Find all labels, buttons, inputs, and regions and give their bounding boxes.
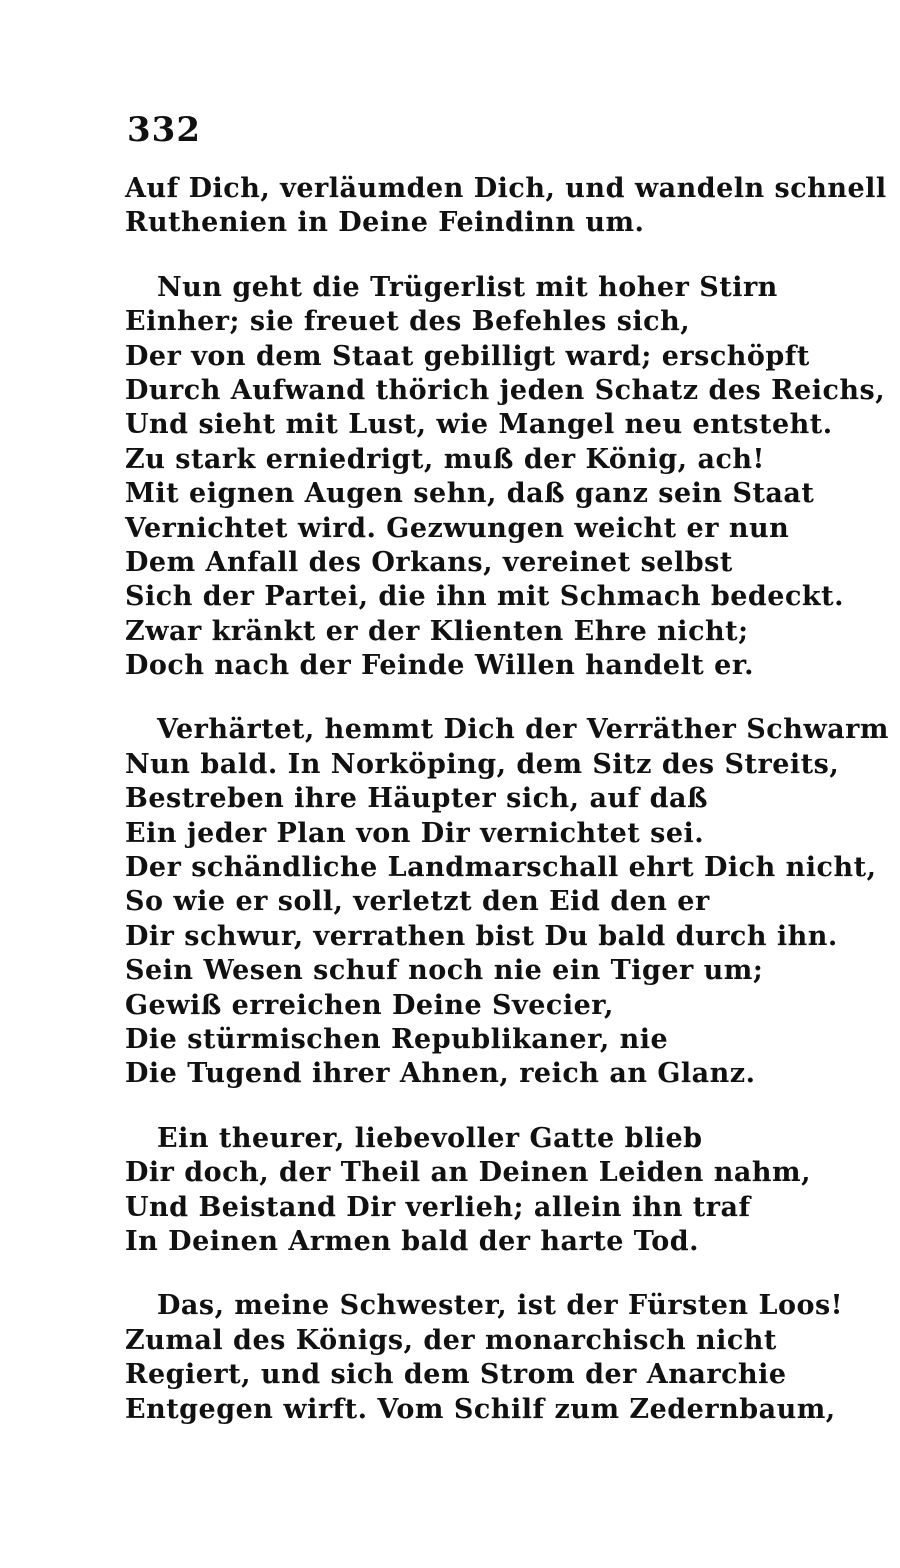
verse-line: Doch nach der Feinde Willen handelt er. xyxy=(125,650,754,682)
poem-text xyxy=(125,172,889,1457)
page-number: 332 xyxy=(127,110,201,150)
verse-line: Dir schwur, verrathen bist Du bald durch ihn. xyxy=(125,920,838,952)
verse-line: Regiert, und sich dem Strom der Anarchie xyxy=(125,1359,787,1391)
verse-line: Vernichtet wird. Gezwungen weicht er nun xyxy=(125,512,790,544)
verse-line: Auf Dich, verläumden Dich, und wandeln schnell xyxy=(125,173,887,204)
verse-line: Zu stark erniedrigt, muß der König, ach! xyxy=(125,443,765,475)
verse-line: Zumal des Königs, der monarchisch nicht xyxy=(125,1324,777,1356)
stanza xyxy=(125,713,889,1091)
stanza xyxy=(125,172,887,241)
verse-line: Verhärtet, hemmt Dich der Verräther Schwarm xyxy=(157,714,889,746)
verse-line: Nun geht die Trügerlist mit hoher Stirn xyxy=(157,271,778,303)
verse-line: Der schändliche Landmarschall ehrt Dich nicht, xyxy=(125,852,877,884)
verse-line: Bestreben ihre Häupter sich, auf daß xyxy=(125,783,708,815)
stanza xyxy=(125,1122,825,1260)
verse-line: Sein Wesen schuf noch nie ein Tiger um; xyxy=(125,955,764,987)
verse-line: Ein jeder Plan von Dir vernichtet sei. xyxy=(125,817,705,849)
verse-line: Die stürmischen Republikaner, nie xyxy=(125,1023,669,1055)
verse-line: Einher; sie freuet des Befehles sich, xyxy=(125,306,691,338)
verse-line: Ein theurer, liebevoller Gatte blieb xyxy=(157,1122,703,1154)
verse-line: Die Tugend ihrer Ahnen, reich an Glanz. xyxy=(125,1058,756,1090)
verse-line: So wie er soll, verletzt den Eid den er xyxy=(125,886,710,918)
verse-line: Dir doch, der Theil an Deinen Leiden nahm, xyxy=(125,1157,811,1189)
verse-line: Gewiß erreichen Deine Svecier, xyxy=(125,989,614,1021)
verse-line: Und sieht mit Lust, wie Mangel neu entsteht. xyxy=(125,409,833,441)
verse-line: Dem Anfall des Orkans, vereinet selbst xyxy=(125,546,733,578)
verse-line: Und Beistand Dir verlieh; allein ihn traf xyxy=(125,1191,751,1223)
stanza xyxy=(125,1289,844,1427)
verse-line: Entgegen wirft. Vom Schilf zum Zedernbaum, xyxy=(125,1393,836,1425)
verse-line: Sich der Partei, die ihn mit Schmach bedeckt. xyxy=(125,581,844,613)
verse-line: Mit eignen Augen sehn, daß ganz sein Staat xyxy=(125,478,815,510)
verse-line: Durch Aufwand thörich jeden Schatz des Reichs, xyxy=(125,374,886,406)
verse-line: Zwar kränkt er der Klienten Ehre nicht; xyxy=(125,615,749,647)
verse-line: Der von dem Staat gebilligt ward; erschöpft xyxy=(125,340,810,372)
verse-line: Nun bald. In Norköping, dem Sitz des Streits, xyxy=(125,748,840,780)
verse-line: Das, meine Schwester, ist der Fürsten Loos! xyxy=(157,1290,844,1322)
verse-line: Ruthenien in Deine Feindinn um. xyxy=(125,207,645,239)
stanza xyxy=(125,271,886,684)
verse-line: In Deinen Armen bald der harte Tod. xyxy=(125,1225,700,1257)
